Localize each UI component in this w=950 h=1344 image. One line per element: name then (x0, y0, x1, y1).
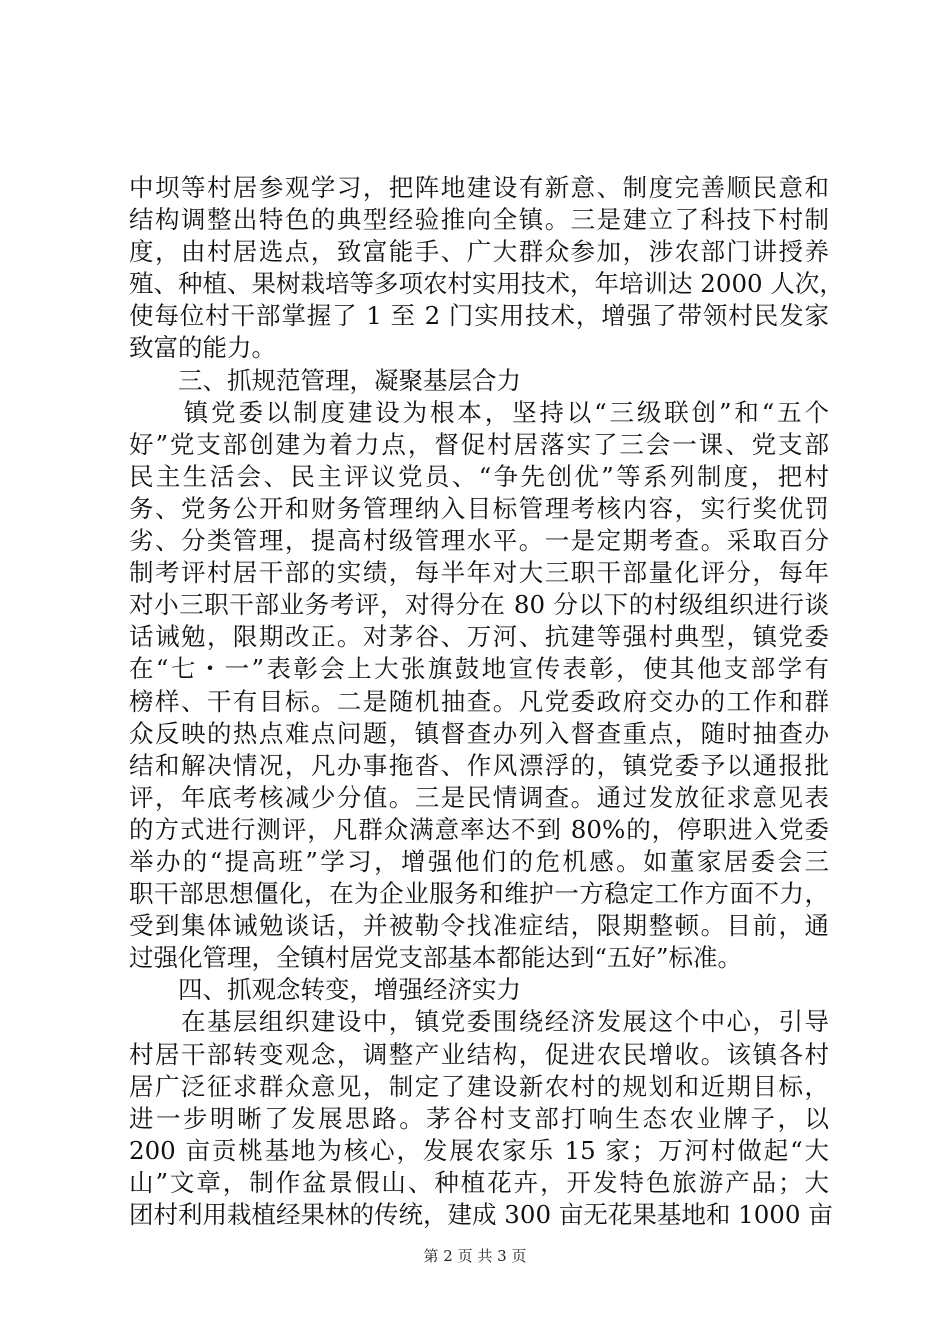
text-line: 使每位村干部掌握了 1 至 2 门实用技术，增强了带领村民发家 (129, 301, 829, 331)
text-line: 评，年底考核减少分值。三是民情调查。通过发放征求意见表 (129, 782, 829, 812)
text-line: 在“七・一”表彰会上大张旗鼓地宣传表彰，使其他支部学有 (129, 654, 829, 684)
text-line: 镇党委以制度建设为根本，坚持以“三级联创”和“五个 (129, 397, 829, 427)
text-line: 进一步明晰了发展思路。茅谷村支部打响生态农业牌子，以 (129, 1103, 829, 1133)
text-line: 居广泛征求群众意见，制定了建设新农村的规划和近期目标， (129, 1071, 829, 1101)
body-text (129, 172, 844, 1231)
text-line: 结和解决情况，凡办事拖沓、作风漂浮的，镇党委予以通报批 (129, 750, 829, 780)
text-line: 对小三职干部业务考评，对得分在 80 分以下的村级组织进行谈 (129, 590, 829, 620)
text-line: 制考评村居干部的实绩，每半年对大三职干部量化评分，每年 (129, 558, 829, 588)
text-line: 的方式进行测评，凡群众满意率达不到 80%的，停职进入党委 (129, 814, 829, 844)
text-line: 职干部思想僵化，在为企业服务和维护一方稳定工作方面不力， (129, 879, 829, 909)
text-line: 200 亩贡桃基地为核心，发展农家乐 15 家；万河村做起“大 (129, 1135, 829, 1165)
text-line: 村居干部转变观念，调整产业结构，促进农民增收。该镇各村 (129, 1039, 829, 1069)
text-line: 过强化管理，全镇村居党支部基本都能达到“五好”标准。 (129, 943, 743, 973)
text-line: 众反映的热点难点问题，镇督查办列入督查重点，随时抽查办 (129, 718, 829, 748)
text-line: 中坝等村居参观学习，把阵地建设有新意、制度完善顺民意和 (129, 173, 829, 202)
text-line: 殖、种植、果树栽培等多项农村实用技术，年培训达 2000 人次， (129, 269, 844, 299)
page-footer: 第 2 页 共 3 页 (423, 1247, 527, 1265)
text-line: 团村利用栽植经果林的传统，建成 300 亩无花果基地和 1000 亩 (129, 1200, 833, 1229)
text-line: 受到集体诫勉谈话，并被勒令找准症结，限期整顿。目前，通 (129, 911, 829, 941)
text-line: 结构调整出特色的典型经验推向全镇。三是建立了科技下村制 (129, 205, 829, 235)
text-line: 话诫勉，限期改正。对茅谷、万河、抗建等强村典型，镇党委 (129, 622, 829, 652)
text-line: 在基层组织建设中，镇党委围绕经济发展这个中心，引导 (129, 1007, 829, 1037)
text-line: 三、抓规范管理，凝聚基层合力 (129, 365, 521, 395)
text-line: 务、党务公开和财务管理纳入目标管理考核内容，实行奖优罚 (129, 493, 829, 523)
text-line: 四、抓观念转变，增强经济实力 (129, 975, 521, 1005)
text-line: 榜样、干有目标。二是随机抽查。凡党委政府交办的工作和群 (129, 686, 829, 716)
text-line: 致富的能力。 (129, 333, 276, 363)
text-line: 度，由村居选点，致富能手、广大群众参加，涉农部门讲授养 (129, 237, 829, 267)
text-line: 好”党支部创建为着力点，督促村居落实了三会一课、党支部 (129, 429, 829, 459)
text-line: 民主生活会、民主评议党员、“争先创优”等系列制度，把村 (129, 461, 829, 491)
text-line: 举办的“提高班”学习，增强他们的危机感。如董家居委会三 (129, 846, 829, 876)
text-line: 劣、分类管理，提高村级管理水平。一是定期考查。采取百分 (129, 526, 829, 556)
text-line: 山”文章，制作盆景假山、种植花卉，开发特色旅游产品；大 (129, 1167, 829, 1197)
